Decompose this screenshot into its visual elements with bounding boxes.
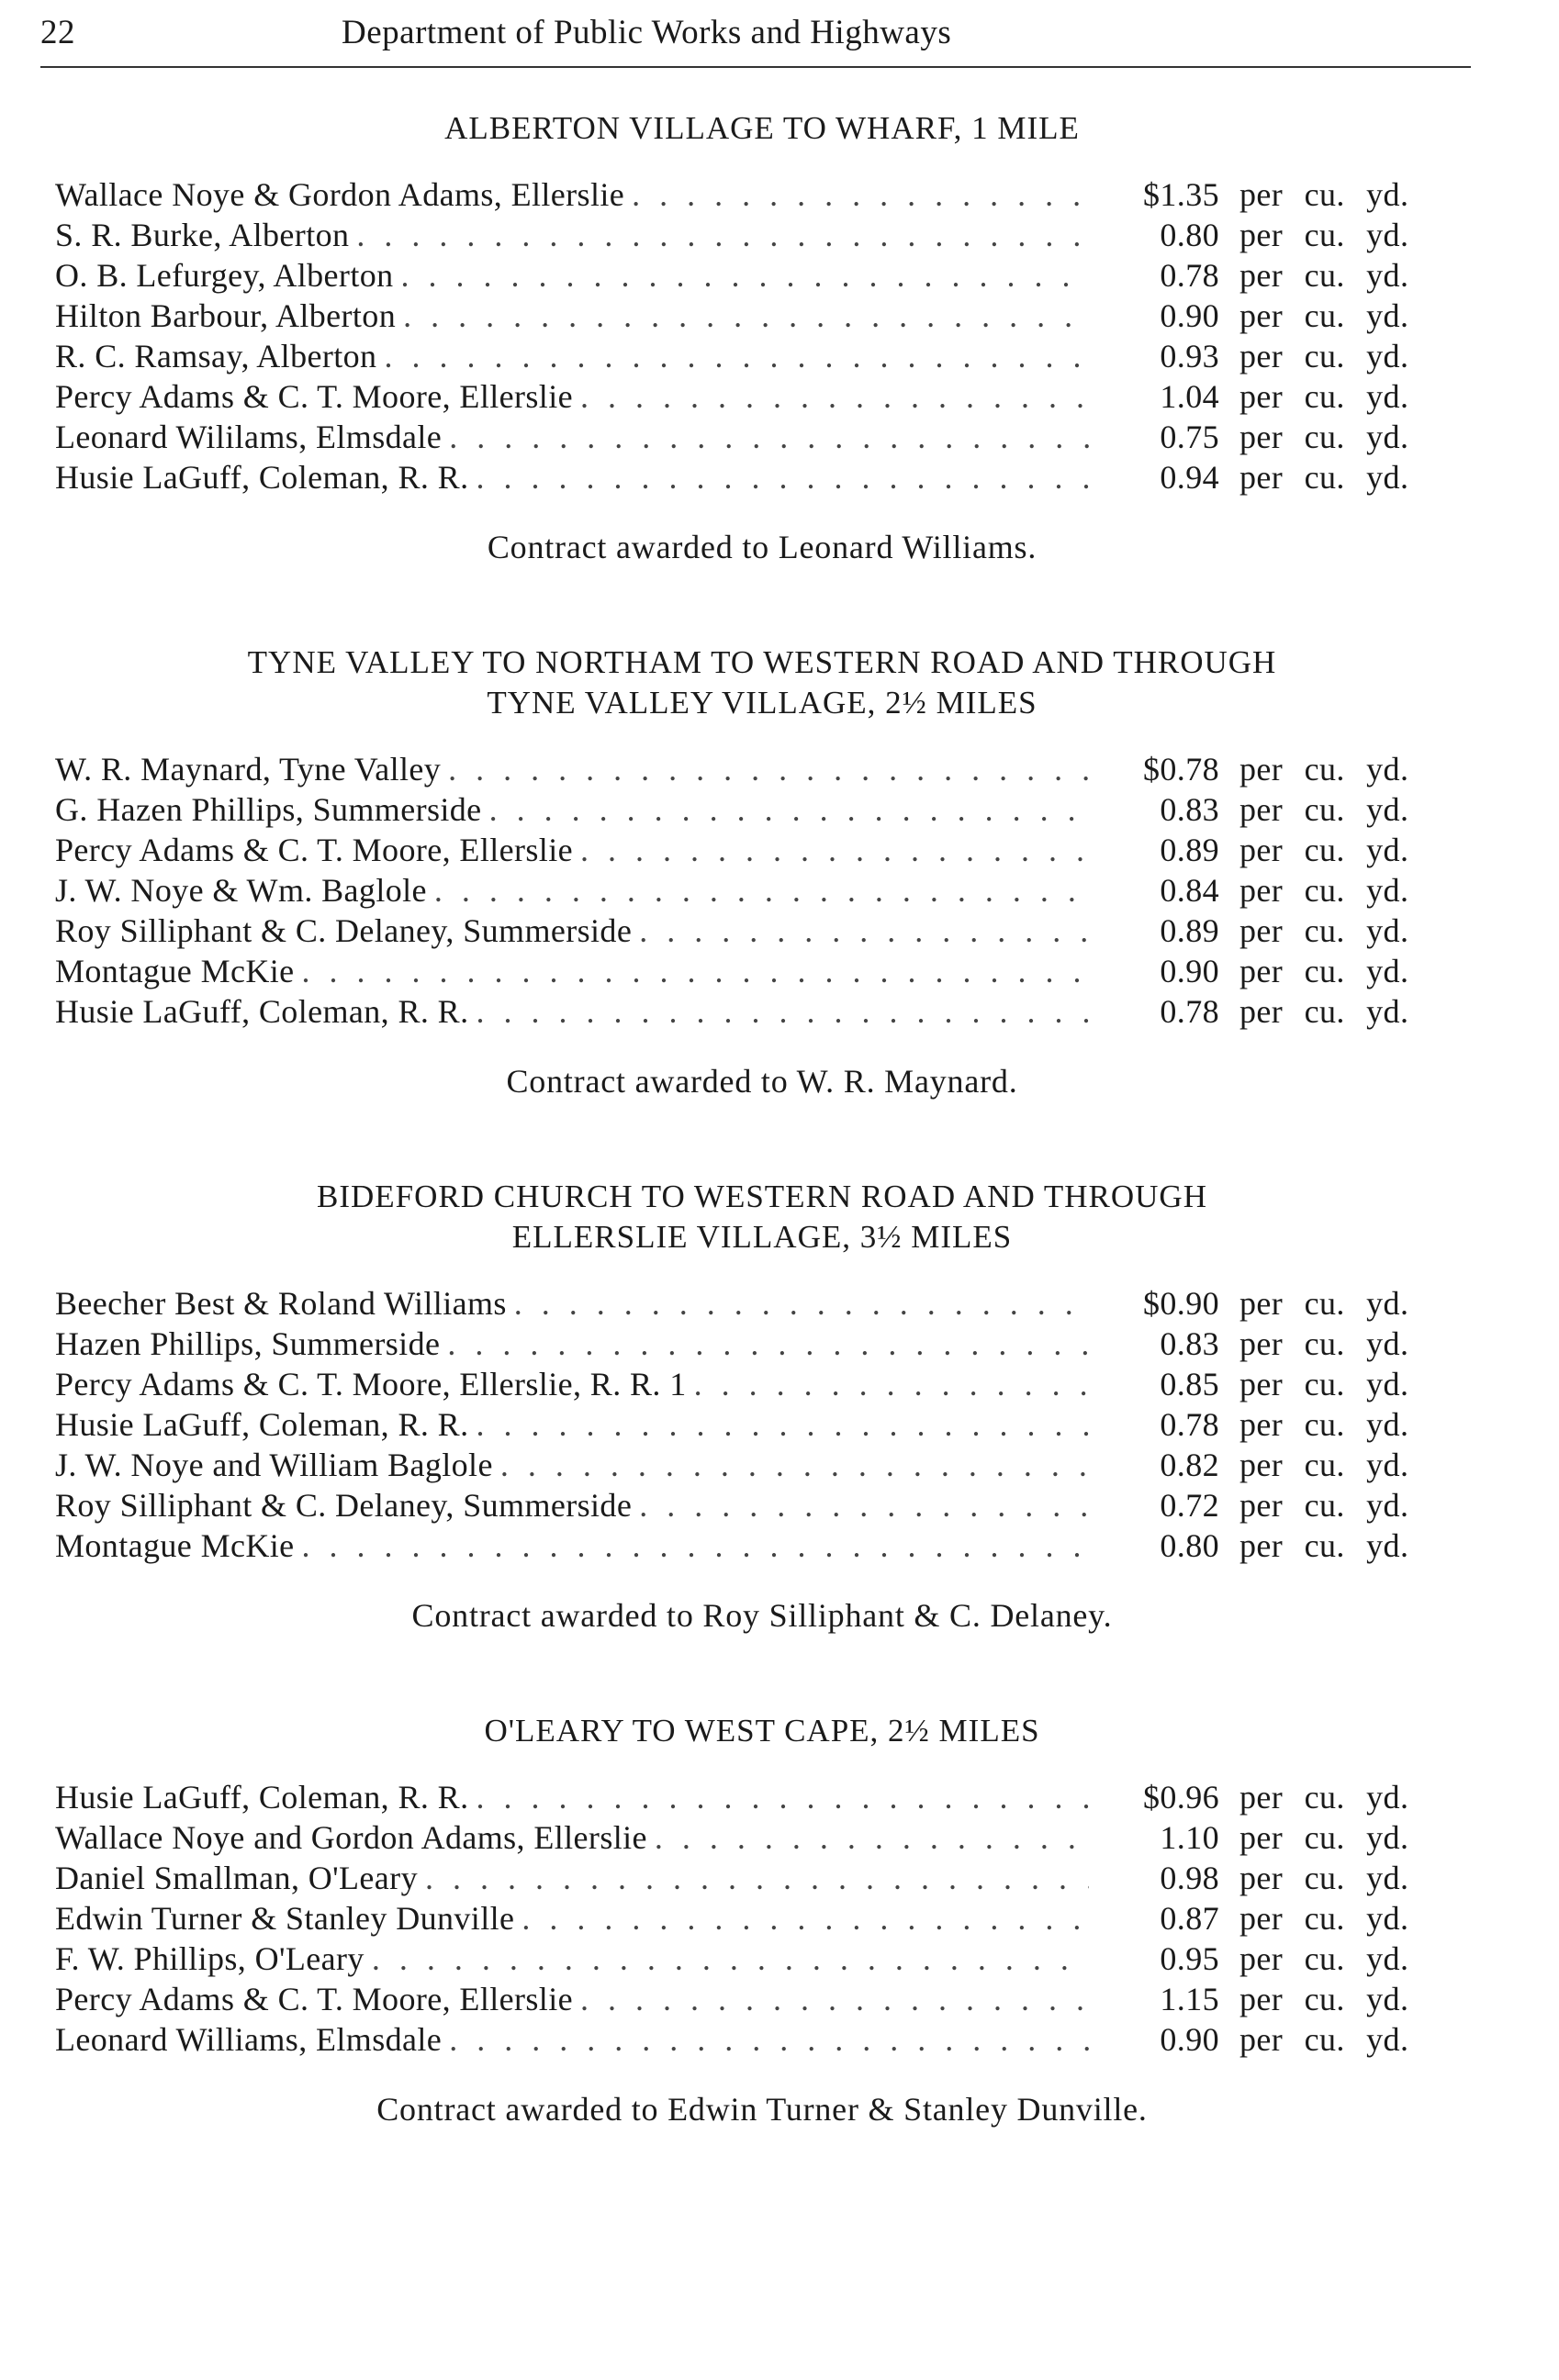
dot-leader bbox=[302, 1525, 1089, 1566]
bid-unit: per cu. yd. bbox=[1239, 1406, 1409, 1443]
dot-leader bbox=[384, 336, 1089, 376]
bid-price: $0.78 bbox=[1143, 751, 1219, 788]
tender-section-oleary bbox=[55, 1711, 1469, 2129]
bid-price: 0.90 bbox=[1160, 2021, 1219, 2058]
bidder-name: Husie LaGuff, Coleman, R. R. bbox=[55, 1406, 469, 1443]
bidder-name: Percy Adams & C. T. Moore, Ellerslie bbox=[55, 1981, 573, 2017]
bid-row bbox=[55, 1817, 1469, 1858]
bid-price: 0.83 bbox=[1160, 1325, 1219, 1362]
bidder-name: F. W. Phillips, O'Leary bbox=[55, 1940, 365, 1977]
bid-price: 0.75 bbox=[1160, 419, 1219, 455]
bid-price: $1.35 bbox=[1143, 176, 1219, 213]
bid-unit: per cu. yd. bbox=[1239, 1447, 1409, 1483]
bid-row bbox=[55, 174, 1469, 215]
dot-leader bbox=[655, 1817, 1089, 1858]
bid-unit: per cu. yd. bbox=[1239, 791, 1409, 828]
bidder-name: J. W. Noye & Wm. Baglole bbox=[55, 872, 427, 909]
section-title-line: BIDEFORD CHURCH TO WESTERN ROAD AND THROUGH bbox=[317, 1179, 1207, 1214]
bidder-name: Daniel Smallman, O'Leary bbox=[55, 1860, 418, 1896]
dot-leader bbox=[447, 1324, 1089, 1364]
bid-price: 1.04 bbox=[1160, 378, 1219, 415]
bidder-name: Wallace Noye & Gordon Adams, Ellerslie bbox=[55, 176, 625, 213]
dot-leader bbox=[449, 2019, 1089, 2060]
bid-row bbox=[55, 1898, 1469, 1939]
bid-row bbox=[55, 830, 1469, 870]
bid-unit: per cu. yd. bbox=[1239, 419, 1409, 455]
bid-list bbox=[55, 174, 1469, 497]
bidder-name: Montague McKie bbox=[55, 953, 295, 989]
bid-row bbox=[55, 1404, 1469, 1445]
bid-price: 0.94 bbox=[1160, 459, 1219, 496]
bid-row bbox=[55, 1445, 1469, 1485]
bid-price: 0.85 bbox=[1160, 1366, 1219, 1402]
tender-section-bideford bbox=[55, 1177, 1469, 1636]
bid-price: 0.72 bbox=[1160, 1487, 1219, 1524]
contract-award-note: Contract awarded to Leonard Williams. bbox=[487, 529, 1037, 565]
dot-leader bbox=[403, 296, 1089, 336]
bid-price: 1.10 bbox=[1160, 1819, 1219, 1856]
dot-leader bbox=[580, 1979, 1089, 2019]
bid-unit: per cu. yd. bbox=[1239, 1325, 1409, 1362]
bidder-name: S. R. Burke, Alberton bbox=[55, 217, 350, 253]
bid-price: 0.93 bbox=[1160, 338, 1219, 374]
bidder-name: J. W. Noye and William Baglole bbox=[55, 1447, 493, 1483]
bid-row bbox=[55, 1485, 1469, 1525]
bidder-name: Roy Silliphant & C. Delaney, Summerside bbox=[55, 1487, 633, 1524]
bid-row bbox=[55, 1858, 1469, 1898]
bid-price: 0.95 bbox=[1160, 1940, 1219, 1977]
bid-row bbox=[55, 1979, 1469, 2019]
bid-row bbox=[55, 2019, 1469, 2060]
bidder-name: Percy Adams & C. T. Moore, Ellerslie bbox=[55, 832, 573, 868]
bidder-name: Edwin Turner & Stanley Dunville bbox=[55, 1900, 515, 1937]
bid-unit: per cu. yd. bbox=[1239, 1366, 1409, 1402]
bid-unit: per cu. yd. bbox=[1239, 1900, 1409, 1937]
bid-row bbox=[55, 749, 1469, 789]
section-title-line: TYNE VALLEY VILLAGE, 2½ MILES bbox=[487, 685, 1037, 721]
bid-row bbox=[55, 1283, 1469, 1324]
bid-unit: per cu. yd. bbox=[1239, 751, 1409, 788]
bid-price: 0.83 bbox=[1160, 791, 1219, 828]
bid-unit: per cu. yd. bbox=[1239, 257, 1409, 294]
bid-unit: per cu. yd. bbox=[1239, 993, 1409, 1030]
bid-price: 0.89 bbox=[1160, 832, 1219, 868]
dot-leader bbox=[500, 1445, 1089, 1485]
bid-price: $0.96 bbox=[1143, 1779, 1219, 1816]
dot-leader bbox=[514, 1283, 1089, 1324]
contract-award-note: Contract awarded to W. R. Maynard. bbox=[506, 1063, 1018, 1100]
bid-price: 0.84 bbox=[1160, 872, 1219, 909]
dot-leader bbox=[476, 1404, 1089, 1445]
bid-price: 0.82 bbox=[1160, 1447, 1219, 1483]
dot-leader bbox=[639, 911, 1089, 951]
bid-list bbox=[55, 1777, 1469, 2060]
bid-unit: per cu. yd. bbox=[1239, 1860, 1409, 1896]
dot-leader bbox=[372, 1939, 1089, 1979]
bid-unit: per cu. yd. bbox=[1239, 1779, 1409, 1816]
bid-unit: per cu. yd. bbox=[1239, 1527, 1409, 1564]
running-title: Department of Public Works and Highways bbox=[342, 14, 952, 51]
bid-row bbox=[55, 1324, 1469, 1364]
dot-leader bbox=[476, 1777, 1089, 1817]
dot-leader bbox=[580, 830, 1089, 870]
bidder-name: Husie LaGuff, Coleman, R. R. bbox=[55, 1779, 469, 1816]
bidder-name: Leonard Wililams, Elmsdale bbox=[55, 419, 443, 455]
bid-price: 0.78 bbox=[1160, 1406, 1219, 1443]
bid-unit: per cu. yd. bbox=[1239, 1285, 1409, 1322]
dot-leader bbox=[356, 215, 1089, 255]
bid-price: 0.89 bbox=[1160, 912, 1219, 949]
bid-row bbox=[55, 296, 1469, 336]
bid-unit: per cu. yd. bbox=[1239, 217, 1409, 253]
bid-row bbox=[55, 215, 1469, 255]
section-title bbox=[55, 642, 1469, 723]
bid-row bbox=[55, 417, 1469, 457]
bid-price: 0.80 bbox=[1160, 217, 1219, 253]
bid-row bbox=[55, 376, 1469, 417]
tender-section-tyne-valley bbox=[55, 642, 1469, 1101]
section-title-line: ELLERSLIE VILLAGE, 3½ MILES bbox=[511, 1219, 1013, 1255]
bid-row bbox=[55, 1364, 1469, 1404]
bid-price: 1.15 bbox=[1160, 1981, 1219, 2017]
bid-row bbox=[55, 1939, 1469, 1979]
dot-leader bbox=[302, 951, 1089, 991]
bidder-name: Roy Silliphant & C. Delaney, Summerside bbox=[55, 912, 633, 949]
dot-leader bbox=[476, 457, 1089, 497]
bid-price: 0.78 bbox=[1160, 993, 1219, 1030]
bid-unit: per cu. yd. bbox=[1239, 2021, 1409, 2058]
bid-price: 0.78 bbox=[1160, 257, 1219, 294]
bid-unit: per cu. yd. bbox=[1239, 176, 1409, 213]
dot-leader bbox=[580, 376, 1089, 417]
dot-leader bbox=[632, 174, 1089, 215]
bidder-name: Leonard Williams, Elmsdale bbox=[55, 2021, 443, 2058]
bidder-name: Husie LaGuff, Coleman, R. R. bbox=[55, 993, 469, 1030]
bid-unit: per cu. yd. bbox=[1239, 1981, 1409, 2017]
section-title-line: ALBERTON VILLAGE TO WHARF, 1 MILE bbox=[444, 110, 1080, 146]
contract-award-note: Contract awarded to Roy Silliphant & C. Delaney. bbox=[411, 1597, 1113, 1634]
bid-unit: per cu. yd. bbox=[1239, 953, 1409, 989]
dot-leader bbox=[694, 1364, 1089, 1404]
page-number: 22 bbox=[40, 14, 75, 51]
bid-unit: per cu. yd. bbox=[1239, 912, 1409, 949]
bid-unit: per cu. yd. bbox=[1239, 378, 1409, 415]
header-rule bbox=[40, 66, 1471, 68]
bid-unit: per cu. yd. bbox=[1239, 872, 1409, 909]
tender-section-alberton bbox=[55, 108, 1469, 567]
bidder-name: W. R. Maynard, Tyne Valley bbox=[55, 751, 442, 788]
section-title-line: O'LEARY TO WEST CAPE, 2½ MILES bbox=[484, 1713, 1040, 1749]
bid-row bbox=[55, 911, 1469, 951]
bid-list bbox=[55, 1283, 1469, 1566]
dot-leader bbox=[489, 789, 1089, 830]
dot-leader bbox=[476, 991, 1089, 1032]
bid-price: 0.90 bbox=[1160, 297, 1219, 334]
dot-leader bbox=[434, 870, 1089, 911]
bidder-name: Wallace Noye and Gordon Adams, Ellerslie bbox=[55, 1819, 647, 1856]
bid-unit: per cu. yd. bbox=[1239, 338, 1409, 374]
bid-price: 0.80 bbox=[1160, 1527, 1219, 1564]
bid-unit: per cu. yd. bbox=[1239, 1940, 1409, 1977]
section-title bbox=[55, 108, 1469, 149]
bid-row bbox=[55, 991, 1469, 1032]
bidder-name: Percy Adams & C. T. Moore, Ellerslie, R. R. 1 bbox=[55, 1366, 687, 1402]
bid-price: 0.98 bbox=[1160, 1860, 1219, 1896]
bidder-name: Montague McKie bbox=[55, 1527, 295, 1564]
dot-leader bbox=[449, 417, 1089, 457]
dot-leader bbox=[522, 1898, 1089, 1939]
bidder-name: R. C. Ramsay, Alberton bbox=[55, 338, 377, 374]
bid-unit: per cu. yd. bbox=[1239, 1487, 1409, 1524]
dot-leader bbox=[639, 1485, 1089, 1525]
bid-unit: per cu. yd. bbox=[1239, 297, 1409, 334]
dot-leader bbox=[425, 1858, 1089, 1898]
section-title-line: TYNE VALLEY TO NORTHAM TO WESTERN ROAD AND THROUGH bbox=[247, 644, 1277, 680]
dot-leader bbox=[401, 255, 1089, 296]
bid-price: $0.90 bbox=[1143, 1285, 1219, 1322]
bid-row bbox=[55, 951, 1469, 991]
bid-row bbox=[55, 789, 1469, 830]
bid-row bbox=[55, 870, 1469, 911]
bid-row bbox=[55, 457, 1469, 497]
dot-leader bbox=[448, 749, 1089, 789]
bidder-name: O. B. Lefurgey, Alberton bbox=[55, 257, 394, 294]
bidder-name: Beecher Best & Roland Williams bbox=[55, 1285, 507, 1322]
bid-row bbox=[55, 1777, 1469, 1817]
bidder-name: Hazen Phillips, Summerside bbox=[55, 1325, 441, 1362]
bidder-name: Percy Adams & C. T. Moore, Ellerslie bbox=[55, 378, 573, 415]
bid-price: 0.87 bbox=[1160, 1900, 1219, 1937]
bid-row bbox=[55, 255, 1469, 296]
bidder-name: G. Hazen Phillips, Summerside bbox=[55, 791, 482, 828]
bid-row bbox=[55, 1525, 1469, 1566]
bid-list bbox=[55, 749, 1469, 1032]
page-header bbox=[40, 7, 1473, 64]
bid-row bbox=[55, 336, 1469, 376]
bid-unit: per cu. yd. bbox=[1239, 832, 1409, 868]
contract-award-note: Contract awarded to Edwin Turner & Stanley Dunville. bbox=[376, 2091, 1148, 2128]
section-title bbox=[55, 1177, 1469, 1257]
bidder-name: Hilton Barbour, Alberton bbox=[55, 297, 397, 334]
bidder-name: Husie LaGuff, Coleman, R. R. bbox=[55, 459, 469, 496]
bid-unit: per cu. yd. bbox=[1239, 459, 1409, 496]
bid-price: 0.90 bbox=[1160, 953, 1219, 989]
section-title bbox=[55, 1711, 1469, 1751]
bid-unit: per cu. yd. bbox=[1239, 1819, 1409, 1856]
